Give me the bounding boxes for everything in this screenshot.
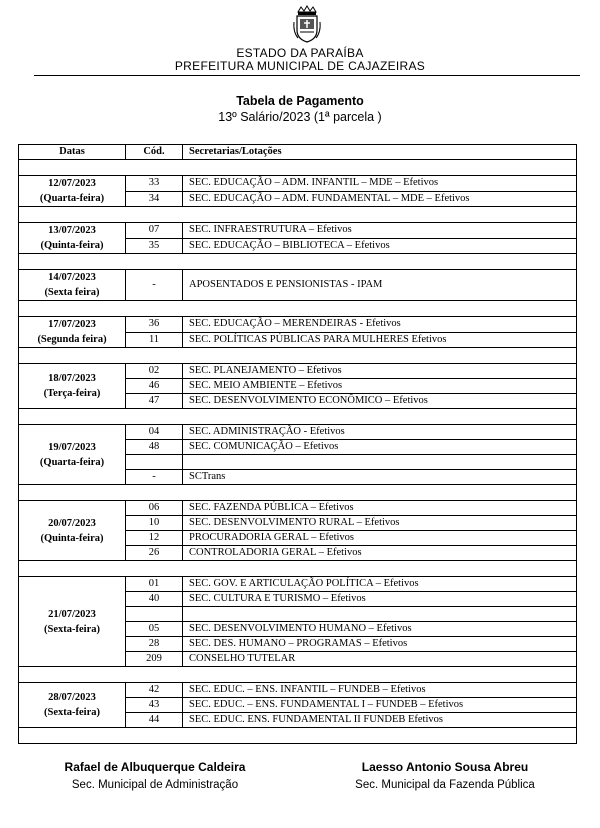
department-cell: SEC. EDUCAÇÃO – MERENDEIRAS - Efetivos xyxy=(183,317,577,333)
payment-date: 14/07/2023 xyxy=(48,272,96,283)
header-divider xyxy=(34,75,580,76)
code-cell: 04 xyxy=(126,425,183,440)
payment-date: 21/07/2023 xyxy=(48,608,96,620)
header-departments: Secretarias/Lotações xyxy=(183,145,577,160)
payment-date-cell xyxy=(19,270,126,301)
code-cell: 43 xyxy=(126,698,183,713)
code-cell xyxy=(126,607,183,622)
department-cell: SEC. EDUC. – ENS. FUNDAMENTAL I – FUNDEB – Efetivos xyxy=(183,698,577,713)
spacer-cell xyxy=(19,667,577,683)
code-cell: 06 xyxy=(126,501,183,516)
group-spacer-row xyxy=(19,485,577,501)
spacer-cell xyxy=(19,409,577,425)
code-cell: 44 xyxy=(126,713,183,728)
group-spacer-row xyxy=(19,301,577,317)
code-cell: - xyxy=(126,470,183,485)
header-dates: Datas xyxy=(19,145,126,160)
department-cell: SEC. PLANEJAMENTO – Efetivos xyxy=(183,364,577,379)
code-cell: 209 xyxy=(126,652,183,667)
group-spacer-row xyxy=(19,254,577,270)
department-cell: SEC. POLÍTICAS PÚBLICAS PARA MULHERES Efetivos xyxy=(183,332,577,348)
payment-date: 13/07/2023 xyxy=(48,225,96,236)
department-cell: SEC. DESENVOLVIMENTO ECONÔMICO – Efetivos xyxy=(183,394,577,409)
group-spacer-row xyxy=(19,409,577,425)
code-cell: 36 xyxy=(126,317,183,333)
department-cell: SEC. EDUCAÇÃO – ADM. FUNDAMENTAL – MDE – Efetivos xyxy=(183,191,577,207)
code-cell: 12 xyxy=(126,531,183,546)
department-cell: SCTrans xyxy=(183,470,577,485)
payment-weekday: (Segunda feira) xyxy=(37,334,107,345)
code-cell xyxy=(126,455,183,470)
department-cell xyxy=(183,455,577,470)
table-row xyxy=(19,317,577,333)
group-spacer-row xyxy=(19,160,577,176)
department-cell: CONSELHO TUTELAR xyxy=(183,652,577,667)
payment-weekday: (Quarta-feira) xyxy=(39,456,105,468)
payment-date-cell xyxy=(19,176,126,207)
code-cell: 05 xyxy=(126,622,183,637)
group-spacer-row xyxy=(19,561,577,577)
payment-weekday: (Sexta-feira) xyxy=(44,707,100,718)
header-code: Cód. xyxy=(126,145,183,160)
spacer-cell xyxy=(19,301,577,317)
payment-date-cell xyxy=(19,425,126,485)
spacer-cell xyxy=(19,348,577,364)
department-cell: SEC. EDUCAÇÃO – ADM. INFANTIL – MDE – Efetivos xyxy=(183,176,577,192)
department-cell: APOSENTADOS E PENSIONISTAS - IPAM xyxy=(183,270,577,301)
department-cell: SEC. DESENVOLVIMENTO RURAL – Efetivos xyxy=(183,516,577,531)
table-row xyxy=(19,270,577,301)
code-cell: 10 xyxy=(126,516,183,531)
spacer-cell xyxy=(19,561,577,577)
department-cell: PROCURADORIA GERAL – Efetivos xyxy=(183,531,577,546)
payment-weekday: (Quinta-feira) xyxy=(40,532,104,544)
spacer-cell xyxy=(19,728,577,744)
state-name: ESTADO DA PARAÍBA xyxy=(236,46,364,60)
spacer-cell xyxy=(19,207,577,223)
code-cell: 01 xyxy=(126,577,183,592)
spacer-cell xyxy=(19,485,577,501)
table-row xyxy=(19,577,577,592)
payment-weekday: (Terça-feira) xyxy=(43,388,101,399)
code-cell: 11 xyxy=(126,332,183,348)
group-spacer-row xyxy=(19,728,577,744)
payment-date-cell xyxy=(19,364,126,409)
code-cell: 26 xyxy=(126,546,183,561)
payment-weekday: (Quarta-feira) xyxy=(39,193,105,204)
department-cell: SEC. DES. HUMANO – PROGRAMAS – Efetivos xyxy=(183,637,577,652)
code-cell: 02 xyxy=(126,364,183,379)
department-cell: CONTROLADORIA GERAL – Efetivos xyxy=(183,546,577,561)
payment-date-cell xyxy=(19,223,126,254)
department-cell: SEC. GOV. E ARTICULAÇÃO POLÍTICA – Efetivos xyxy=(183,577,577,592)
payment-table-body xyxy=(19,160,577,744)
department-cell: SEC. EDUC. ENS. FUNDAMENTAL II FUNDEB Efetivos xyxy=(183,713,577,728)
payment-date: 28/07/2023 xyxy=(48,692,96,703)
signature-finance xyxy=(305,760,585,791)
payment-weekday: (Sexta-feira) xyxy=(44,623,100,635)
signatory-role: Sec. Municipal da Fazenda Pública xyxy=(355,779,535,791)
city-hall-name: PREFEITURA MUNICIPAL DE CAJAZEIRAS xyxy=(174,59,426,73)
department-cell: SEC. MEIO AMBIENTE – Efetivos xyxy=(183,379,577,394)
code-cell: 35 xyxy=(126,238,183,254)
table-row xyxy=(19,223,577,239)
document-title: Tabela de Pagamento xyxy=(236,94,364,108)
code-cell: 33 xyxy=(126,176,183,192)
code-cell: 46 xyxy=(126,379,183,394)
signatory-role: Sec. Municipal de Administração xyxy=(71,779,239,791)
signatory-name: Rafael de Albuquerque Caldeira xyxy=(64,760,246,774)
payment-date-cell xyxy=(19,317,126,348)
code-cell: 42 xyxy=(126,683,183,698)
code-cell: 40 xyxy=(126,592,183,607)
payment-weekday: (Quinta-feira) xyxy=(40,240,104,251)
table-row xyxy=(19,364,577,379)
department-cell: SEC. DESENVOLVIMENTO HUMANO – Efetivos xyxy=(183,622,577,637)
signature-admin xyxy=(15,760,295,791)
table-row xyxy=(19,683,577,698)
table-row xyxy=(19,501,577,516)
code-cell: 48 xyxy=(126,440,183,455)
spacer-cell xyxy=(19,254,577,270)
spacer-cell xyxy=(19,160,577,176)
coat-of-arms-icon xyxy=(292,4,322,44)
payment-date: 17/07/2023 xyxy=(48,319,96,330)
code-cell: 47 xyxy=(126,394,183,409)
payment-weekday: (Sexta feira) xyxy=(44,287,100,298)
table-header-row xyxy=(19,145,577,160)
department-cell xyxy=(183,607,577,622)
payment-date-cell xyxy=(19,577,126,667)
department-cell: SEC. INFRAESTRUTURA – Efetivos xyxy=(183,223,577,239)
payment-date-cell xyxy=(19,683,126,728)
department-cell: SEC. ADMINISTRAÇÃO - Efetivos xyxy=(183,425,577,440)
payment-date: 18/07/2023 xyxy=(48,373,96,384)
signatory-name: Laesso Antonio Sousa Abreu xyxy=(361,760,529,774)
department-cell: SEC. EDUCAÇÃO – BIBLIOTECA – Efetivos xyxy=(183,238,577,254)
payment-date: 20/07/2023 xyxy=(48,517,96,529)
payment-date-cell xyxy=(19,501,126,561)
group-spacer-row xyxy=(19,207,577,223)
payment-table xyxy=(18,144,577,744)
table-row xyxy=(19,176,577,192)
department-cell: SEC. CULTURA E TURISMO – Efetivos xyxy=(183,592,577,607)
table-row xyxy=(19,425,577,440)
department-cell: SEC. EDUC. – ENS. INFANTIL – FUNDEB – Efetivos xyxy=(183,683,577,698)
document-subtitle: 13º Salário/2023 (1ª parcela ) xyxy=(218,110,382,124)
payment-date: 12/07/2023 xyxy=(48,178,96,189)
department-cell: SEC. FAZENDA PÚBLICA – Efetivos xyxy=(183,501,577,516)
code-cell: 28 xyxy=(126,637,183,652)
payment-date: 19/07/2023 xyxy=(48,441,96,453)
code-cell: 34 xyxy=(126,191,183,207)
code-cell: - xyxy=(126,270,183,301)
department-cell: SEC. COMUNICAÇÃO – Efetivos xyxy=(183,440,577,455)
code-cell: 07 xyxy=(126,223,183,239)
group-spacer-row xyxy=(19,348,577,364)
group-spacer-row xyxy=(19,667,577,683)
